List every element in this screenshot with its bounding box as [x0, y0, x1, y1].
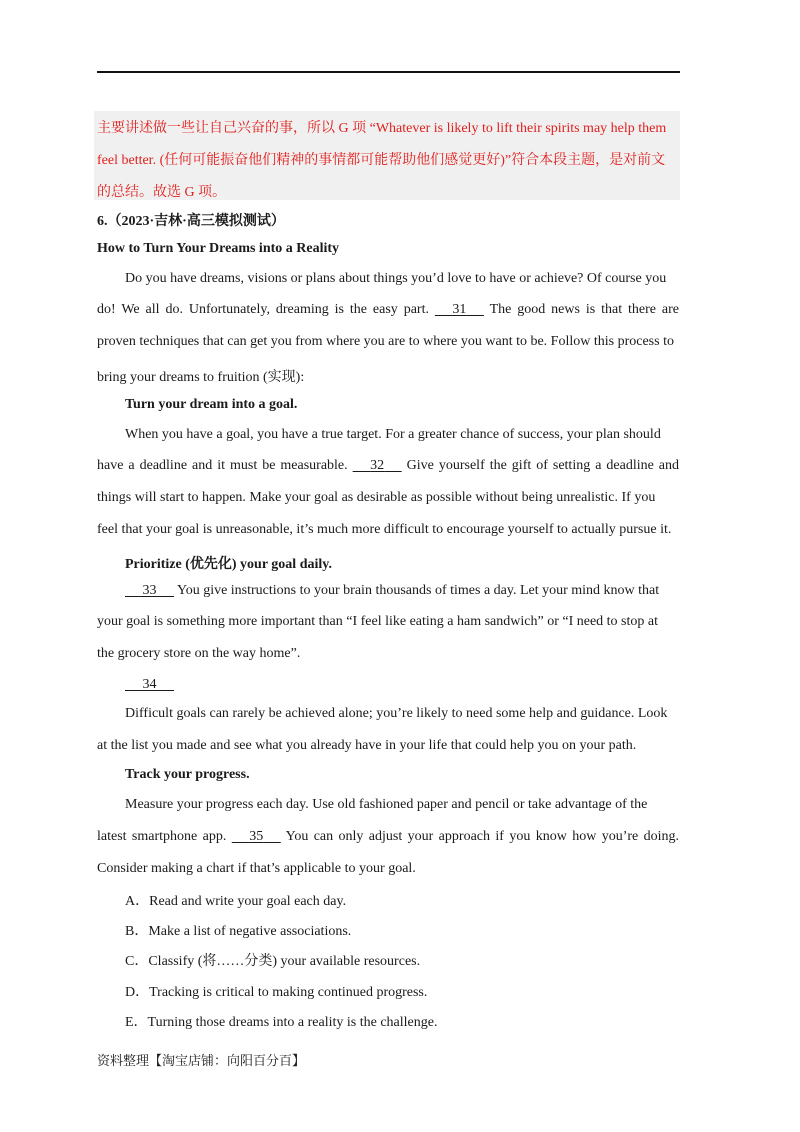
blank-32 [353, 458, 402, 474]
passage-line: proven techniques that can get you from where you are to where you want to be. Follow this process to [97, 334, 674, 349]
header-rule [97, 71, 680, 73]
footer-source: 资料整理【淘宝店铺：向阳百分百】 [97, 1054, 306, 1069]
blank-33 [125, 583, 174, 599]
blank-35 [232, 829, 281, 845]
section-heading: Prioritize (优先化) your goal daily. [125, 557, 332, 572]
blank-31 [435, 302, 484, 318]
passage-text: latest smartphone app. [97, 829, 227, 844]
passage-line: at the list you made and see what you already have in your life that could help you on your path. [97, 738, 637, 753]
answer-explanation-line: feel better. (任何可能振奋他们精神的事情都可能帮助他们感觉更好)”符合本段主题，是对前文 [97, 153, 666, 168]
passage-line: the grocery store on the way home”. [97, 646, 301, 661]
passage-text: You give instructions to your brain thousands of times a day. Let your mind know that [176, 583, 660, 598]
passage-line: feel that your goal is unreasonable, it’s much more difficult to encourage yourself to actually pursue it. [97, 522, 672, 537]
passage-text: You can only adjust your approach if you know how you’re doing. [285, 829, 680, 844]
option-a: A．Read and write your goal each day. [125, 894, 347, 909]
passage-line: things will start to happen. Make your goal as desirable as possible without being unrealistic. If you [97, 490, 656, 505]
answer-explanation-line: 的总结。故选 G 项。 [97, 185, 227, 200]
passage-title: How to Turn Your Dreams into a Reality [97, 241, 340, 256]
blank-number: 33 [142, 583, 157, 598]
passage-line: bring your dreams to fruition (实现): [97, 370, 305, 385]
option-b: B．Make a list of negative associations. [125, 924, 352, 939]
option-c: C．Classify (将……分类) your available resources. [125, 954, 421, 969]
section-heading: Turn your dream into a goal. [125, 397, 298, 412]
answer-explanation-line: 主要讲述做一些让自己兴奋的事，所以 G 项 “Whatever is likely to lift their spirits may help them [97, 121, 667, 136]
passage-text: Give yourself the gift of setting a deadline and [406, 458, 680, 473]
passage-text: have a deadline and it must be measurable. [97, 458, 348, 473]
passage-line: Difficult goals can rarely be achieved alone; you’re likely to need some help and guidance. Look [125, 706, 668, 721]
passage-line: Measure your progress each day. Use old fashioned paper and pencil or take advantage of the [125, 797, 648, 812]
blank-number: 35 [249, 829, 264, 844]
option-e: E．Turning those dreams into a reality is the challenge. [125, 1015, 438, 1030]
option-d: D．Tracking is critical to making continued progress. [125, 985, 428, 1000]
passage-line [125, 583, 659, 599]
passage-text: The good news is that there are [489, 302, 680, 317]
blank-number: 32 [370, 458, 385, 473]
section-heading: Track your progress. [125, 767, 250, 782]
blank-34 [125, 677, 174, 693]
passage-line [97, 829, 679, 845]
passage-line [97, 302, 679, 318]
blank-number: 31 [452, 302, 467, 317]
passage-line: Consider making a chart if that’s applicable to your goal. [97, 861, 416, 876]
passage-line: Do you have dreams, visions or plans about things you’d love to have or achieve? Of course you [125, 271, 667, 286]
passage-line [125, 677, 174, 693]
passage-line [97, 458, 679, 474]
question-header: 6.（2023·吉林·高三模拟测试） [97, 214, 285, 229]
passage-text: do! We all do. Unfortunately, dreaming is the easy part. [97, 302, 429, 317]
passage-line: your goal is something more important than “I feel like eating a ham sandwich” or “I need to stop at [97, 614, 658, 629]
blank-number: 34 [142, 677, 157, 692]
passage-line: When you have a goal, you have a true target. For a greater chance of success, your plan should [125, 427, 661, 442]
